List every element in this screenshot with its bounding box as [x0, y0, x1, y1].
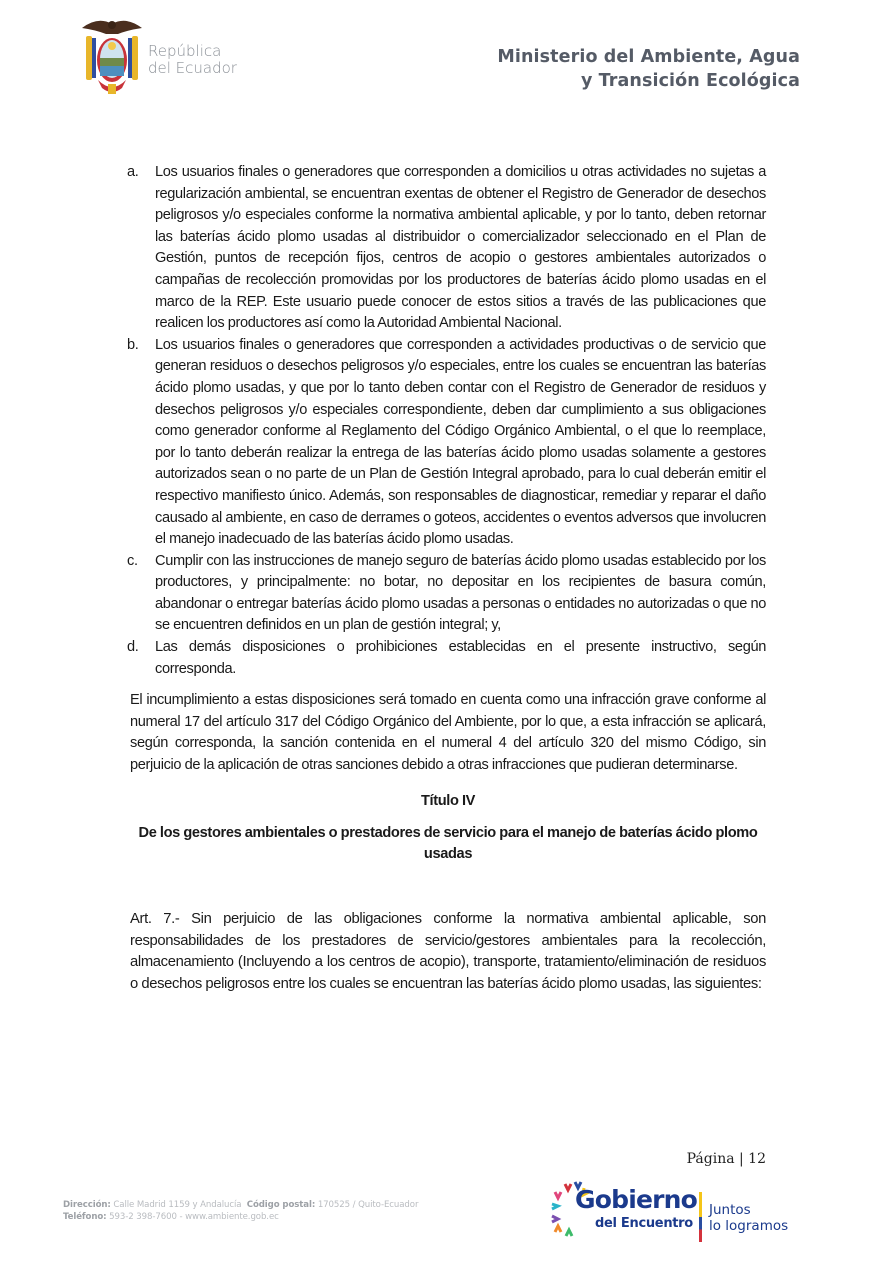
gobierno-encuentro-logo [551, 1180, 801, 1246]
republica-ecuador-logo [78, 14, 248, 100]
infraction-paragraph: El incumplimiento a estas disposiciones será tomado en cuenta como una infracción grave conforme al numeral 17 del artículo 317 del Código Orgánico del Ambiente, por lo que, a esta infracción se aplicará, según corresponda, la sanción contenida en el numeral 4 del artículo 320 del mismo Código, sin perjuicio de la aplicación de otras sanciones debido a otras infracciones que pudieran determinarse. [130, 692, 766, 774]
phone-value: 593-2 398-7600 - www.ambiente.gob.ec [109, 1212, 279, 1222]
republica-line1: República [148, 42, 222, 60]
list-marker: b. [127, 336, 139, 353]
slogan-line1: Juntos [709, 1202, 751, 1218]
list-item [127, 551, 766, 637]
postal-value: 170525 / Quito-Ecuador [317, 1200, 419, 1210]
postal-label: Código postal: [246, 1200, 316, 1210]
gobierno-subtitle: del Encuentro [595, 1216, 693, 1231]
republica-text [148, 43, 237, 77]
list-item-text: Los usuarios finales o generadores que corresponden a domicilios u otras actividades no sujetas a regularización ambiental, se encuentran exentas de obtener el Registro de Generador de desechos peligrosos y/o especiales conforme la normativa ambiental aplicable, y por lo tanto, deben retornar las baterías ácido plomo usadas al distribuidor o comercializador seleccionado en el Plan de Gestión, puntos de recepción fijos, centros de acopio o gestores ambientales autorizados o campañas de recolección promovidas por los productores de baterías ácido plomo usadas en el marco de la REP. Este usuario puede conocer de estos sitios a través de las publicaciones que realicen los productores así como la Autoridad Ambiental Nacional. [155, 164, 766, 332]
list-item-text: Cumplir con las instrucciones de manejo seguro de baterías ácido plomo usadas establecido por los productores, y principalmente: no botar, no depositar en los recipientes de basura común, abandonar o entregar baterías ácido plomo usadas a personas o entidades no autorizadas o que no se encuentren definidos en un plan de gestión integral; y, [155, 552, 766, 634]
ministry-name [497, 45, 800, 93]
list-item [127, 637, 766, 680]
list-item-text: Los usuarios finales o generadores que corresponden a actividades productivas o de servicio que generan residuos o desechos peligrosos y/o especiales, entre los cuales se encuentran las baterías ácido plomo usadas, y que por lo tanto deben contar con el Registro de Generador de residuos y desechos peligrosos y/o especiales correspondiente, deben dar cumplimiento a sus obligaciones como generador conforme al Reglamento del Código Orgánico Ambiental, o el que lo reemplace, por lo tanto deberán realizar la entrega de las baterías ácido plomo usadas solamente a gestores autorizados sean o no parte de un Plan de Gestión Integral aprobado, para lo cual deberán emitir el respectivo manifiesto único. Además, son responsables de diagnosticar, remediar y reparar el daño causado al ambiente, en caso de derrames o goteos, accidentes o eventos adversos que involucren el manejo inadecuado de las baterías ácido plomo usadas. [155, 336, 766, 548]
coat-of-arms-icon [78, 14, 146, 98]
address-value: Calle Madrid 1159 y Andalucía [113, 1200, 242, 1210]
section-title: Título IV [420, 793, 476, 810]
list-marker: d. [127, 639, 139, 656]
phone-label: Teléfono: [63, 1212, 107, 1222]
obligations-list [127, 162, 766, 680]
gobierno-title: Gobierno [575, 1185, 698, 1214]
list-marker: c. [127, 552, 138, 569]
footer-address [63, 1199, 418, 1223]
flag-divider [699, 1192, 702, 1242]
article-7: Art. 7.- Sin perjuicio de las obligaciones conforme la normativa ambiental aplicable, son responsabilidades de los prestadores de servicio/gestores ambientales para la recolección, almacenamiento (Incluyendo a los centros de acopio), transporte, tratamiento/eliminación de residuos o desechos peligrosos entre los cuales se encuentran las baterías ácido plomo usadas, las siguientes: [130, 911, 766, 992]
section-subtitle: De los gestores ambientales o prestadores de servicio para el manejo de baterías ácido plomo usadas [138, 824, 758, 863]
ministry-line1: Ministerio del Ambiente, Agua [497, 47, 800, 67]
list-marker: a. [127, 164, 139, 180]
list-item [127, 162, 766, 335]
list-item [127, 335, 766, 551]
page-number: Página | 12 [686, 1151, 766, 1167]
slogan [709, 1202, 788, 1234]
ministry-line2: y Transición Ecológica [580, 71, 800, 91]
republica-line2: del Ecuador [148, 59, 237, 77]
list-item-text: Las demás disposiciones o prohibiciones establecidas en el presente instructivo, según corresponda. [155, 639, 766, 677]
slogan-line2: lo logramos [709, 1218, 789, 1234]
document-body [127, 162, 766, 1010]
address-label: Dirección: [63, 1200, 111, 1210]
